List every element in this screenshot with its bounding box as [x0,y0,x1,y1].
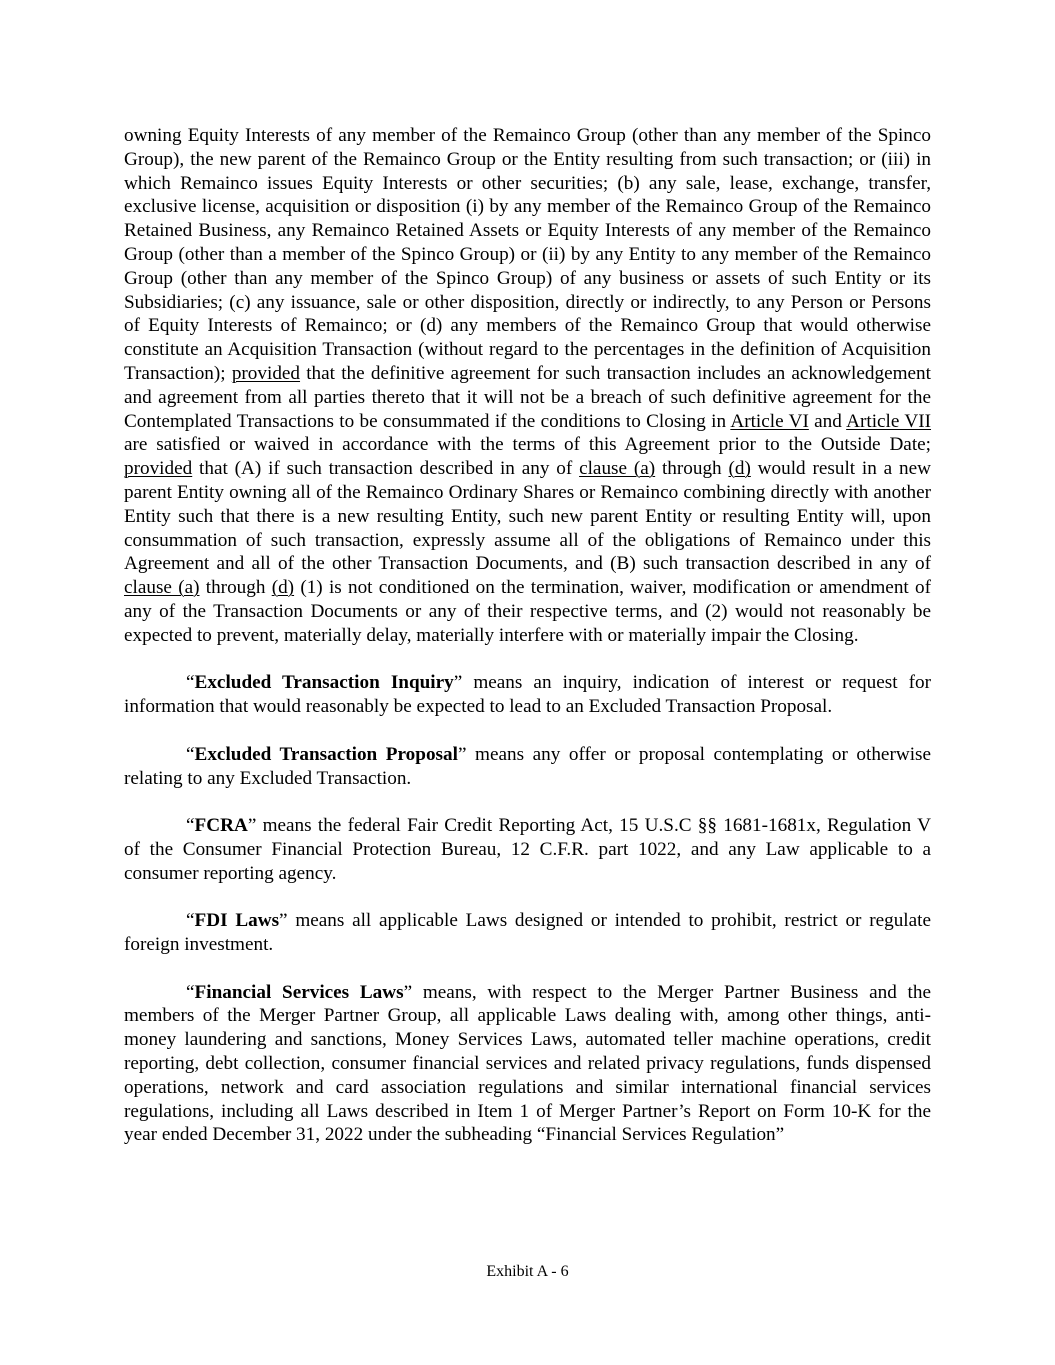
document-body [124,124,931,1171]
text-segment: (1) is not conditioned on the termination, waiver, modification or amendment of any of the Transaction Documents or any of their respective terms, and (2) would not reasonably be expected to prevent, materially delay, materially interfere with or materially impair the Closing. [124,577,931,646]
article-vii-reference: Article VII [846,410,932,432]
definition-fdi-laws [124,909,931,957]
open-quote: “ [186,815,195,837]
definition-financial-services-laws [124,981,931,1148]
text-segment: through [199,577,272,599]
defined-term: Excluded Transaction Proposal [194,743,458,765]
text-segment: are satisfied or waived in accordance with the terms of this Agreement prior to the Outside Date; [124,434,931,456]
provided-underlined: provided [124,458,193,480]
text-segment: through [655,458,729,480]
definition-excluded-transaction-inquiry [124,671,931,719]
open-quote: “ [186,743,195,765]
open-quote: “ [186,981,195,1003]
text-segment: and [808,410,847,432]
clause-d-reference: (d) [728,458,751,480]
definition-text: ” means, with respect to the Merger Partner Business and the members of the Merger Partner Group, all applicable Laws dealing with, among other things, anti-money laundering and sanctions, Money Services Laws, automated teller machine operations, credit reporting, debt collection, consumer financial services and related privacy regulations, funds dispensed operations, network and card association regulations and similar international financial services regulations, including all Laws described in Item 1 of Merger Partner’s Report on Form 10-K for the year ended December 31, 2022 under the subheading “Financial Services Regulation” [124,981,931,1146]
definition-text: ” means an inquiry, indication of interest or request for information that would reasonably be expected to lead to an Excluded Transaction Proposal. [124,672,932,718]
text-segment: that (A) if such transaction described in any of [192,458,580,480]
defined-term: FDI Laws [194,910,280,932]
open-quote: “ [186,672,195,694]
definition-text: ” means the federal Fair Credit Reporting Act, 15 U.S.C §§ 1681-1681x, Regulation V of the Consumer Financial Protection Bureau, 12 C.F.R. part 1022, and any Law applicable to a consumer reporting agency. [124,815,931,884]
article-vi-reference: Article VI [730,410,809,432]
defined-term: Financial Services Laws [194,981,404,1003]
defined-term: FCRA [194,815,248,837]
text-segment: owning Equity Interests of any member of the Remainco Group (other than any member of the Spinco Group), the new parent of the Remainco Group or the Entity resulting from such transaction; or (iii) in which Remainco issues Equity Interests or other securities; (b) any sale, lease, exchange, transfer, exclusive license, acquisition or disposition (i) by any member of the Remainco Group of the Remainco Retained Business, any Remainco Retained Assets or Equity Interests of any member of the Remainco Group (other than a member of the Spinco Group) or (ii) by any Entity to any member of the Remainco Group (other than any member of the Spinco Group) of any business or assets of such Entity or its Subsidiaries; (c) any issuance, sale or other disposition, directly or indirectly, to any Person or Persons of Equity Interests of Remainco; or (d) any members of the Remainco Group that would otherwise constitute an Acquisition Transaction (without regard to the percentages in the definition of Acquisition Transaction); [124,125,931,384]
definition-text: ” means all applicable Laws designed or intended to prohibit, restrict or regulate foreign investment. [124,910,931,956]
clause-d-reference: (d) [271,577,295,599]
definition-excluded-transaction-proposal [124,743,931,791]
continuation-paragraph [124,124,931,648]
definition-fcra [124,814,931,885]
open-quote: “ [186,910,195,932]
clause-a-reference: clause (a) [579,458,656,480]
provided-underlined: provided [231,362,301,384]
text-segment: that the definitive agreement for such transaction includes an acknowledgement and agreement from all parties thereto that it will not be a breach of such definitive agreement for the Contemplated Transactions to be consummated if the conditions to Closing in [124,362,931,432]
definition-text: ” means any offer or proposal contemplating or otherwise relating to any Excluded Transaction. [124,743,932,789]
page-footer: Exhibit A - 6 [486,1263,569,1280]
text-segment: would result in a new parent Entity owning all of the Remainco Ordinary Shares or Remainco combining directly with another Entity such that there is a new resulting Entity, such new parent Entity or resulting Entity will, upon consummation of such transaction, expressly assume all of the obligations of Remainco under this Agreement and all of the other Transaction Documents, and (B) such transaction described in any of [124,458,931,575]
defined-term: Excluded Transaction Inquiry [194,672,454,694]
clause-a-reference: clause (a) [124,577,200,599]
